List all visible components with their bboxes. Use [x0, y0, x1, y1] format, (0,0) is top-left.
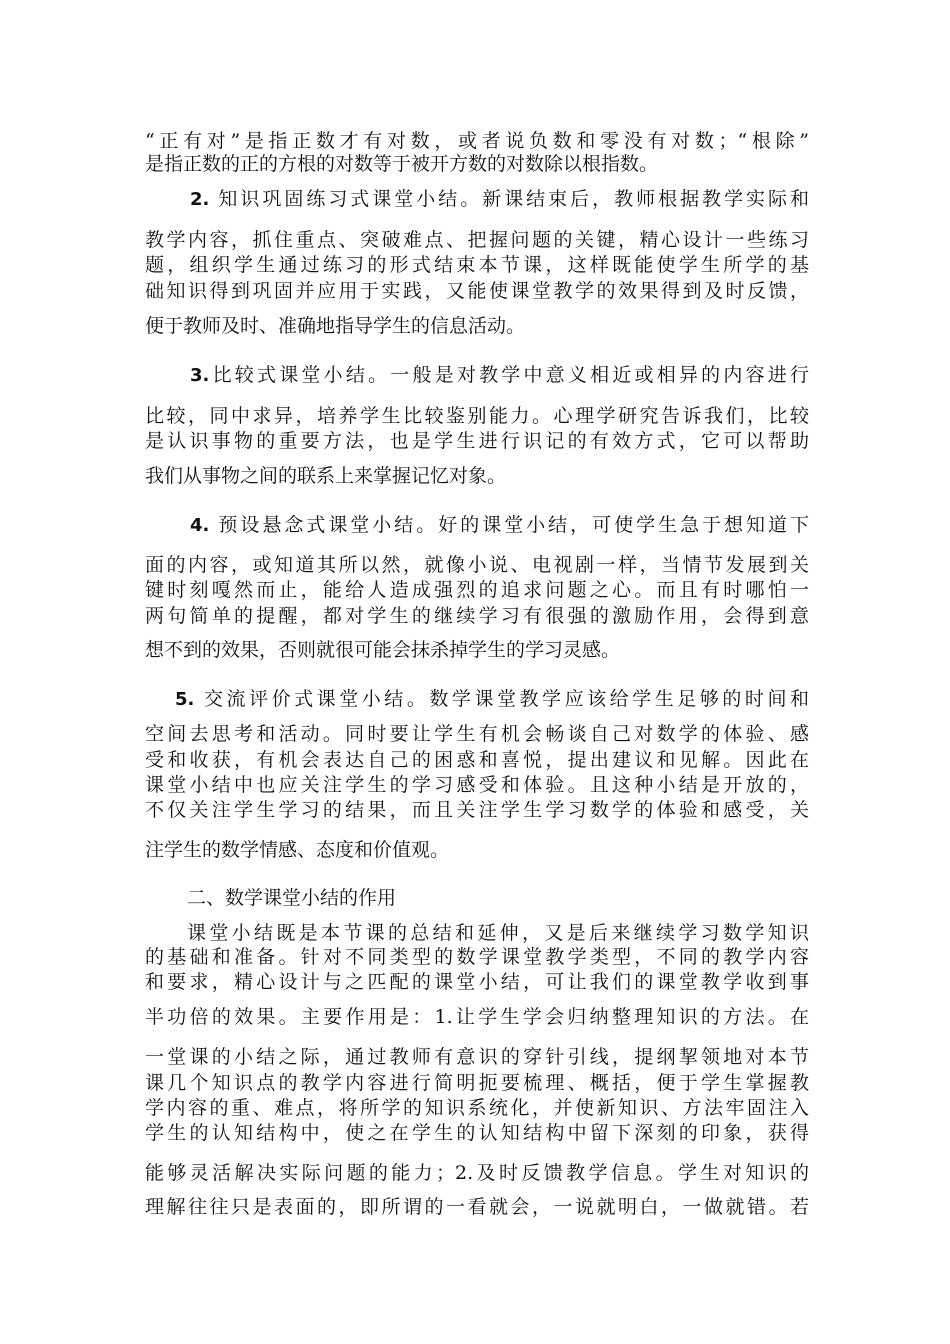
paragraph-line: 我们从事物之间的联系上来掌握记忆对象。: [145, 465, 507, 487]
paragraph-line: 两句简单的提醒，都对学生的继续学习有很强的激励作用，会得到意: [145, 605, 809, 627]
section-3-line: [190, 362, 809, 389]
paragraph-line: 半功倍的效果。主要作用是：1.让学生学会归纳整理知识的方法。在: [145, 1006, 809, 1028]
paragraph-line: 想不到的效果，否则就很可能会抹杀掉学生的学习灵感。: [145, 639, 621, 661]
paragraph-line: 不仅关注学生学习的结果，而且关注学生学习数学的体验和感受，关: [145, 799, 809, 821]
paragraph-line: 便于教师及时、准确地指导学生的信息活动。: [145, 315, 526, 337]
section-5-text: 交流评价式课堂小结。数学课堂教学应该给学生足够的时间和: [203, 688, 809, 710]
paragraph-line: 教学内容，抓住重点、突破难点、把握问题的关键，精心设计一些练习: [145, 229, 809, 251]
paragraph-line: 注学生的数学情感、态度和价值观。: [145, 839, 450, 861]
section-4-text: 预设悬念式课堂小结。好的课堂小结，可使学生急于想知道下: [218, 514, 809, 536]
paragraph-line: 学内容的重、难点，将所学的知识系统化，并使新知识、方法牢固注入: [145, 1097, 809, 1119]
paragraph-line: 学生的认知结构中，使之在学生的认知结构中留下深刻的印象，获得: [145, 1122, 809, 1144]
paragraph-line: 空间去思考和活动。同时要让学生有机会畅谈自己对数学的体验、感: [145, 723, 809, 745]
paragraph-line: 面的内容，或知道其所以然，就像小说、电视剧一样，当情节发展到关: [145, 554, 809, 576]
section-3-number: 3.: [190, 365, 210, 386]
section-4-line: [190, 512, 809, 539]
section-4-number: 4.: [190, 515, 210, 536]
section-2-line: [190, 186, 809, 213]
paragraph-line: 课堂小结既是本节课的总结和延伸，又是后来继续学习数学知识: [187, 922, 809, 944]
section-heading: 二、数学课堂小结的作用: [187, 887, 397, 909]
paragraph-line: 比较，同中求异，培养学生比较鉴别能力。心理学研究告诉我们，比较: [145, 405, 809, 427]
paragraph-line: 受和收获，有机会表达自己的困惑和喜悦，提出建议和见解。因此在: [145, 749, 809, 771]
paragraph-line: “正有对”是指正数才有对数，或者说负数和零没有对数；“根除”: [145, 130, 809, 152]
paragraph-line: 是指正数的正的方根的对数等于被开方数的对数除以根指数。: [145, 153, 659, 175]
paragraph-line: 的基础和准备。针对不同类型的数学课堂教学类型，不同的教学内容: [145, 946, 809, 968]
paragraph-line: 一堂课的小结之际，通过教师有意识的穿针引线，提纲挈领地对本节: [145, 1046, 809, 1068]
section-2-text: 知识巩固练习式课堂小结。新课结束后，教师根据教学实际和: [218, 188, 809, 210]
paragraph-line: 课几个知识点的教学内容进行简明扼要梳理、概括，便于学生掌握教: [145, 1072, 809, 1094]
paragraph-line: 键时刻嘎然而止，能给人造成强烈的追求问题之心。而且有时哪怕一: [145, 579, 809, 601]
paragraph-line: 是认识事物的重要方法，也是学生进行识记的有效方式，它可以帮助: [145, 430, 809, 452]
section-5-number: 5.: [175, 689, 195, 710]
paragraph-line: 理解往往只是表面的，即所谓的一看就会，一说就明白，一做就错。若: [145, 1196, 809, 1218]
section-3-text: 比较式课堂小结。一般是对教学中意义相近或相异的内容进行: [209, 364, 809, 386]
paragraph-line: 础知识得到巩固并应用于实践，又能使课堂教学的效果得到及时反馈，: [145, 280, 809, 302]
paragraph-line: 和要求，精心设计与之匹配的课堂小结，可让我们的课堂教学收到事: [145, 971, 809, 993]
paragraph-line: 能够灵活解决实际问题的能力；2.及时反馈教学信息。学生对知识的: [145, 1162, 809, 1184]
paragraph-line: 题，组织学生通过练习的形式结束本节课，这样既能使学生所学的基: [145, 254, 809, 276]
paragraph-line: 课堂小结中也应关注学生的学习感受和体验。且这种小结是开放的，: [145, 774, 809, 796]
section-2-number: 2.: [190, 189, 210, 210]
section-5-line: [175, 686, 809, 713]
